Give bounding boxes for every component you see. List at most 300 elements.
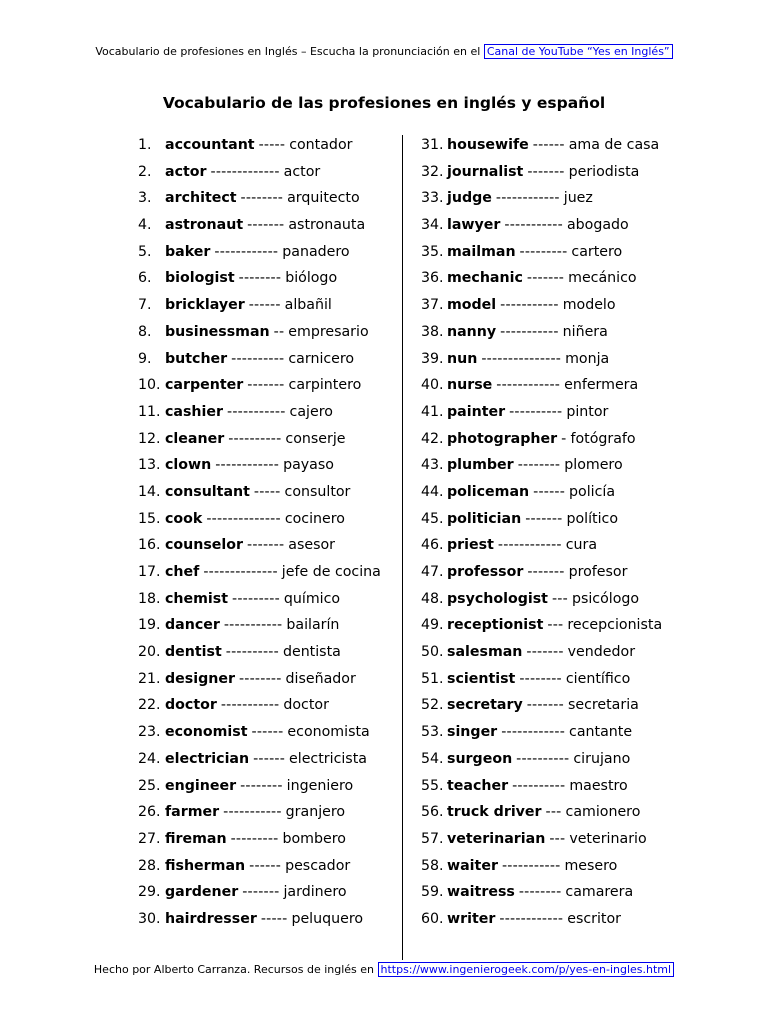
item-number: 6. <box>138 270 152 287</box>
item-number: 30. <box>138 910 161 927</box>
dash-separator: --- <box>551 590 568 607</box>
english-word: businessman <box>165 323 270 340</box>
spanish-word: albañil <box>284 297 332 314</box>
item-number: 9. <box>138 350 152 367</box>
dash-separator: -------- <box>518 884 562 901</box>
spanish-word: abogado <box>566 217 629 234</box>
english-word: plumber <box>447 457 514 474</box>
vocabulary-item <box>138 375 396 402</box>
dash-separator: ------------ <box>214 243 279 260</box>
page-header <box>0 44 768 60</box>
item-number: 42. <box>421 430 444 447</box>
vocabulary-item <box>421 455 683 482</box>
spanish-word: fotógrafo <box>570 430 636 447</box>
vocabulary-item <box>138 882 396 909</box>
english-word: carpenter <box>165 377 244 394</box>
spanish-word: electricista <box>289 750 367 767</box>
vocabulary-item <box>138 642 396 669</box>
english-word: nanny <box>447 323 497 340</box>
english-word: fisherman <box>165 857 246 874</box>
item-number: 36. <box>421 270 444 287</box>
item-number: 29. <box>138 884 161 901</box>
page-footer <box>0 962 768 978</box>
spanish-word: niñera <box>562 323 608 340</box>
spanish-word: cura <box>565 537 598 554</box>
english-word: doctor <box>165 697 217 714</box>
english-word: dancer <box>165 617 220 634</box>
spanish-word: actor <box>283 163 321 180</box>
item-number: 43. <box>421 457 444 474</box>
spanish-word: policía <box>569 483 616 500</box>
vocabulary-item <box>421 295 683 322</box>
item-number: 27. <box>138 830 161 847</box>
dash-separator: ------ <box>253 750 286 767</box>
english-word: truck driver <box>447 804 542 821</box>
dash-separator: ---------- <box>228 430 282 447</box>
english-word: receptionist <box>447 617 544 634</box>
item-number: 50. <box>421 644 444 661</box>
spanish-word: asesor <box>288 537 336 554</box>
english-word: gardener <box>165 884 239 901</box>
item-number: 31. <box>421 137 444 153</box>
dash-separator: ------- <box>247 217 285 234</box>
english-word: accountant <box>165 137 255 153</box>
spanish-word: cirujano <box>573 750 631 767</box>
dash-separator: ----------- <box>504 217 563 234</box>
item-number: 45. <box>421 510 444 527</box>
dash-separator: --- <box>547 617 564 634</box>
vocabulary-item <box>138 429 396 456</box>
dash-separator: ----------- <box>223 617 283 634</box>
dash-separator: ----------- <box>501 857 561 874</box>
english-word: salesman <box>447 644 523 661</box>
spanish-word: payaso <box>283 457 334 474</box>
vocabulary-item <box>421 856 683 883</box>
dash-separator: - <box>561 430 567 447</box>
vocabulary-item <box>421 589 683 616</box>
vocabulary-item <box>138 535 396 562</box>
spanish-word: vendedor <box>567 644 636 661</box>
dash-separator: -- <box>273 323 285 340</box>
english-word: architect <box>165 190 237 207</box>
english-word: politician <box>447 510 522 527</box>
vocabulary-item <box>138 562 396 589</box>
vocabulary-item <box>421 829 683 856</box>
resources-link[interactable]: https://www.ingenierogeek.com/p/yes-en-ingles.html <box>378 962 675 977</box>
item-number: 25. <box>138 777 161 794</box>
dash-separator: ------------ <box>501 724 566 741</box>
dash-separator: ------- <box>247 377 285 394</box>
vocabulary-item <box>138 749 396 776</box>
english-word: bricklayer <box>165 297 245 314</box>
item-number: 37. <box>421 297 444 314</box>
vocabulary-item <box>421 562 683 589</box>
item-number: 2. <box>138 163 152 180</box>
spanish-word: químico <box>283 590 341 607</box>
dash-separator: ----- <box>253 483 281 500</box>
spanish-word: economista <box>287 724 370 741</box>
item-number: 3. <box>138 190 152 207</box>
dash-separator: ------------ <box>495 190 560 207</box>
english-word: photographer <box>447 430 558 447</box>
english-word: lawyer <box>447 217 501 234</box>
vocabulary-item <box>138 322 396 349</box>
spanish-word: diseñador <box>285 670 356 687</box>
vocabulary-item <box>138 349 396 376</box>
spanish-word: cartero <box>571 243 623 260</box>
item-number: 47. <box>421 564 444 580</box>
dash-separator: ------- <box>247 537 285 554</box>
item-number: 16. <box>138 537 161 554</box>
english-word: professor <box>447 564 524 580</box>
item-number: 39. <box>421 350 444 367</box>
dash-separator: ------ <box>533 483 566 500</box>
english-word: farmer <box>165 804 220 821</box>
item-number: 23. <box>138 724 161 741</box>
english-word: teacher <box>447 777 509 794</box>
item-number: 11. <box>138 403 161 420</box>
spanish-word: cocinero <box>284 510 345 527</box>
spanish-word: bombero <box>282 830 346 847</box>
vocabulary-item <box>421 642 683 669</box>
dash-separator: ------ <box>249 857 282 874</box>
english-word: veterinarian <box>447 830 546 847</box>
vocabulary-item <box>138 669 396 696</box>
english-word: scientist <box>447 670 516 687</box>
vocabulary-item <box>421 482 683 509</box>
english-word: baker <box>165 243 211 260</box>
spanish-word: mecánico <box>568 270 637 287</box>
vocabulary-item <box>421 242 683 269</box>
item-number: 18. <box>138 590 161 607</box>
dash-separator: ----------- <box>500 323 559 340</box>
vocabulary-item <box>138 722 396 749</box>
vocabulary-item <box>138 455 396 482</box>
dash-separator: --- <box>545 804 562 821</box>
item-number: 5. <box>138 243 152 260</box>
dash-separator: ------- <box>527 163 565 180</box>
vocabulary-item <box>138 776 396 803</box>
item-number: 10. <box>138 377 161 394</box>
item-number: 17. <box>138 564 161 580</box>
vocabulary-item <box>138 402 396 429</box>
dash-separator: ------- <box>527 564 565 580</box>
vocabulary-item <box>138 242 396 269</box>
spanish-word: profesor <box>568 564 628 580</box>
english-word: waitress <box>447 884 515 901</box>
vocabulary-item <box>421 776 683 803</box>
vocabulary-item <box>421 722 683 749</box>
english-word: fireman <box>165 830 227 847</box>
dash-separator: ------- <box>526 697 564 714</box>
dash-separator: ------------- <box>210 163 280 180</box>
vocabulary-item <box>138 856 396 883</box>
item-number: 40. <box>421 377 444 394</box>
vocabulary-item <box>138 188 396 215</box>
item-number: 55. <box>421 777 444 794</box>
item-number: 13. <box>138 457 161 474</box>
item-number: 33. <box>421 190 444 207</box>
english-word: policeman <box>447 483 530 500</box>
spanish-word: camarera <box>565 884 634 901</box>
spanish-word: enfermera <box>564 377 639 394</box>
dash-separator: ----------- <box>227 403 286 420</box>
spanish-word: panadero <box>282 243 350 260</box>
spanish-word: dentista <box>282 644 341 661</box>
spanish-word: astronauta <box>288 217 366 234</box>
english-word: cashier <box>165 403 224 420</box>
english-word: singer <box>447 724 498 741</box>
dash-separator: ----- <box>258 137 286 153</box>
english-word: model <box>447 297 497 314</box>
dash-separator: -------- <box>240 190 284 207</box>
dash-separator: ----- <box>260 910 288 927</box>
english-word: writer <box>447 910 496 927</box>
dash-separator: ------------ <box>215 457 280 474</box>
item-number: 22. <box>138 697 161 714</box>
dash-separator: ------- <box>525 510 563 527</box>
spanish-word: granjero <box>285 804 346 821</box>
english-word: housewife <box>447 137 529 153</box>
vocabulary-item <box>138 589 396 616</box>
vocabulary-item <box>421 669 683 696</box>
dash-separator: ---------- <box>516 750 570 767</box>
english-word: astronaut <box>165 217 244 234</box>
item-number: 56. <box>421 804 444 821</box>
item-number: 7. <box>138 297 152 314</box>
item-number: 26. <box>138 804 161 821</box>
spanish-word: biólogo <box>285 270 338 287</box>
dash-separator: ---------- <box>512 777 566 794</box>
spanish-word: pescador <box>285 857 351 874</box>
spanish-word: ama de casa <box>568 137 660 153</box>
spanish-word: psicólogo <box>571 590 640 607</box>
vocabulary-item <box>421 349 683 376</box>
vocabulary-item <box>421 375 683 402</box>
english-word: electrician <box>165 750 250 767</box>
dash-separator: -------- <box>240 777 283 794</box>
youtube-channel-link[interactable]: Canal de YouTube “Yes en Inglés” <box>484 44 673 59</box>
spanish-word: plomero <box>564 457 623 474</box>
vocabulary-item <box>138 268 396 295</box>
page-title: Vocabulario de las profesiones en inglés y español <box>162 94 606 112</box>
vocabulary-item <box>421 802 683 829</box>
vocabulary-item <box>421 268 683 295</box>
english-word: economist <box>165 724 248 741</box>
english-word: cleaner <box>165 430 225 447</box>
english-word: waiter <box>447 857 498 874</box>
vocabulary-item <box>138 162 396 189</box>
item-number: 20. <box>138 644 161 661</box>
item-number: 8. <box>138 323 152 340</box>
spanish-word: político <box>566 510 619 527</box>
vocabulary-item <box>138 615 396 642</box>
item-number: 35. <box>421 243 444 260</box>
spanish-word: doctor <box>283 697 329 714</box>
vocabulary-item <box>421 749 683 776</box>
vocabulary-item <box>421 509 683 536</box>
english-word: consultant <box>165 483 250 500</box>
item-number: 14. <box>138 483 161 500</box>
dash-separator: ------ <box>248 297 281 314</box>
dash-separator: -------- <box>238 270 282 287</box>
dash-separator: -------- <box>238 670 282 687</box>
item-number: 53. <box>421 724 444 741</box>
vocabulary-item <box>138 829 396 856</box>
spanish-word: cajero <box>289 403 333 420</box>
vocabulary-item <box>138 295 396 322</box>
spanish-word: secretaria <box>567 697 639 714</box>
vocabulary-item <box>138 482 396 509</box>
footer-text: Hecho por Alberto Carranza. Recursos de inglés en <box>93 963 378 976</box>
dash-separator: --------- <box>232 590 280 607</box>
dash-separator: ------------ <box>499 910 564 927</box>
vocabulary-item <box>421 322 683 349</box>
english-word: counselor <box>165 537 244 554</box>
dash-separator: ----------- <box>223 804 282 821</box>
spanish-word: bailarín <box>286 617 340 634</box>
spanish-word: conserje <box>285 430 346 447</box>
vocabulary-item <box>138 135 396 162</box>
item-number: 15. <box>138 510 161 527</box>
spanish-word: juez <box>563 190 593 207</box>
vocabulary-item <box>421 615 683 642</box>
dash-separator: --------- <box>519 243 568 260</box>
vocabulary-item <box>421 162 683 189</box>
vocabulary-item <box>421 429 683 456</box>
spanish-word: pintor <box>566 403 609 420</box>
spanish-word: maestro <box>569 777 628 794</box>
dash-separator: --------- <box>230 830 279 847</box>
english-word: engineer <box>165 777 237 794</box>
dash-separator: --------------- <box>481 350 562 367</box>
spanish-word: ingeniero <box>286 777 354 794</box>
dash-separator: ---------- <box>509 403 563 420</box>
spanish-word: consultor <box>284 483 351 500</box>
english-word: priest <box>447 537 494 554</box>
vocabulary-item <box>421 909 683 936</box>
english-word: chemist <box>165 590 229 607</box>
spanish-word: científico <box>565 670 631 687</box>
vocabulary-item <box>421 695 683 722</box>
english-word: mailman <box>447 243 516 260</box>
vocabulary-item <box>421 535 683 562</box>
vocabulary-item <box>421 882 683 909</box>
vocabulary-list-right <box>421 135 683 936</box>
english-word: surgeon <box>447 750 513 767</box>
english-word: designer <box>165 670 235 687</box>
vocabulary-item <box>138 909 396 936</box>
column-divider <box>402 135 403 960</box>
spanish-word: periodista <box>568 163 640 180</box>
english-word: mechanic <box>447 270 523 287</box>
spanish-word: empresario <box>288 323 369 340</box>
english-word: nurse <box>447 377 493 394</box>
dash-separator: --- <box>549 830 566 847</box>
item-number: 12. <box>138 430 161 447</box>
vocabulary-item <box>138 509 396 536</box>
spanish-word: mesero <box>564 857 618 874</box>
vocabulary-item <box>138 802 396 829</box>
item-number: 41. <box>421 403 444 420</box>
spanish-word: recepcionista <box>567 617 663 634</box>
dash-separator: ----------- <box>500 297 559 314</box>
item-number: 24. <box>138 750 161 767</box>
vocabulary-item <box>421 402 683 429</box>
dash-separator: ------- <box>526 270 565 287</box>
spanish-word: camionero <box>565 804 641 821</box>
spanish-word: carnicero <box>288 350 355 367</box>
spanish-word: cantante <box>569 724 633 741</box>
english-word: judge <box>447 190 492 207</box>
vocabulary-item <box>421 188 683 215</box>
dash-separator: ----------- <box>220 697 280 714</box>
dash-separator: ------ <box>532 137 565 153</box>
item-number: 32. <box>421 163 444 180</box>
item-number: 58. <box>421 857 444 874</box>
item-number: 34. <box>421 217 444 234</box>
spanish-word: jefe de cocina <box>281 564 381 580</box>
english-word: butcher <box>165 350 228 367</box>
item-number: 38. <box>421 323 444 340</box>
item-number: 52. <box>421 697 444 714</box>
spanish-word: carpintero <box>288 377 362 394</box>
spanish-word: contador <box>289 137 353 153</box>
item-number: 48. <box>421 590 444 607</box>
vocabulary-item <box>421 135 683 162</box>
english-word: actor <box>165 163 207 180</box>
dash-separator: ---------- <box>231 350 285 367</box>
dash-separator: ------------ <box>496 377 561 394</box>
item-number: 60. <box>421 910 444 927</box>
spanish-word: peluquero <box>291 910 364 927</box>
english-word: painter <box>447 403 506 420</box>
spanish-word: veterinario <box>569 830 647 847</box>
english-word: journalist <box>447 163 524 180</box>
spanish-word: monja <box>565 350 610 367</box>
english-word: psychologist <box>447 590 548 607</box>
dash-separator: -------------- <box>203 564 278 580</box>
dash-separator: ------ <box>251 724 284 741</box>
item-number: 4. <box>138 217 152 234</box>
item-number: 28. <box>138 857 161 874</box>
english-word: clown <box>165 457 212 474</box>
spanish-word: modelo <box>562 297 616 314</box>
english-word: cook <box>165 510 203 527</box>
vocabulary-item <box>421 215 683 242</box>
item-number: 59. <box>421 884 444 901</box>
item-number: 57. <box>421 830 444 847</box>
spanish-word: escritor <box>567 910 621 927</box>
dash-separator: ------------ <box>497 537 562 554</box>
english-word: nun <box>447 350 478 367</box>
english-word: secretary <box>447 697 523 714</box>
item-number: 44. <box>421 483 444 500</box>
vocabulary-list-left <box>138 135 396 936</box>
vocabulary-item <box>138 695 396 722</box>
english-word: hairdresser <box>165 910 257 927</box>
item-number: 51. <box>421 670 444 687</box>
spanish-word: jardinero <box>283 884 347 901</box>
header-text: Vocabulario de profesiones en Inglés – Escucha la pronunciación en el <box>95 45 484 58</box>
english-word: biologist <box>165 270 235 287</box>
dash-separator: ------- <box>242 884 280 901</box>
english-word: chef <box>165 564 200 580</box>
dash-separator: -------------- <box>206 510 281 527</box>
item-number: 49. <box>421 617 444 634</box>
dash-separator: ------- <box>526 644 564 661</box>
item-number: 21. <box>138 670 161 687</box>
